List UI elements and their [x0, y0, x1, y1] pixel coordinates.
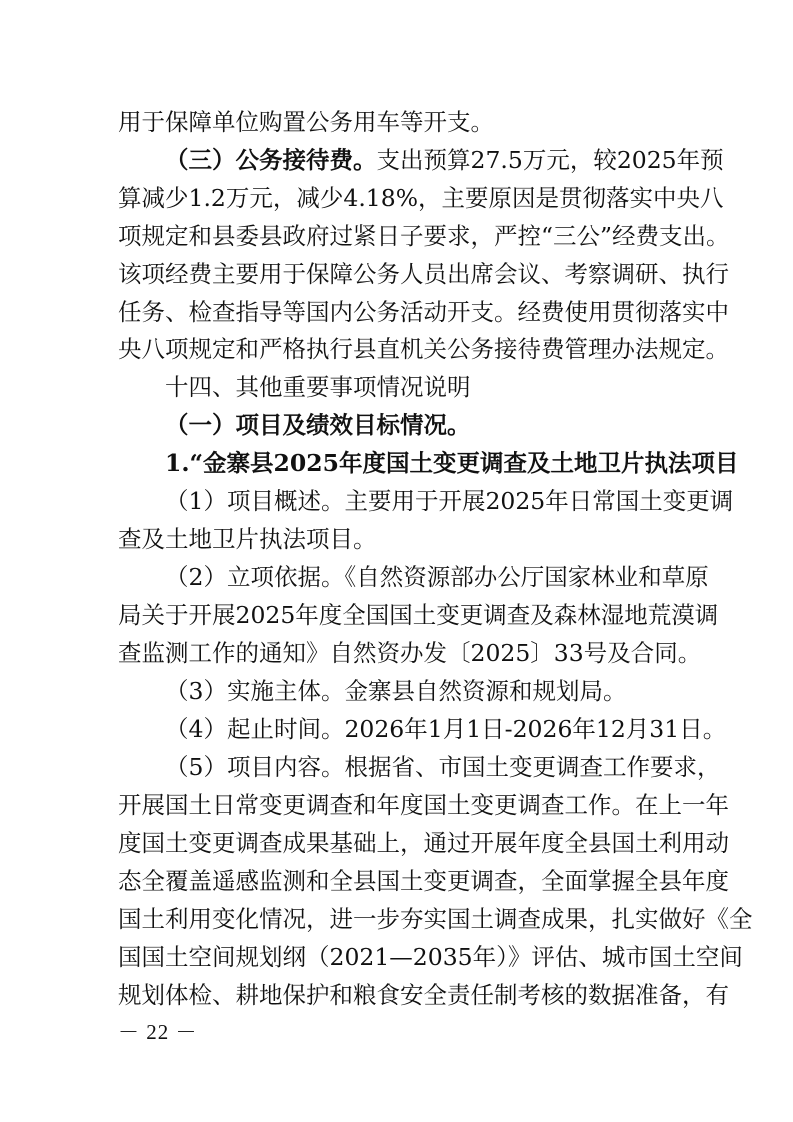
section-heading: 十四、其他重要事项情况说明: [165, 373, 471, 401]
text-line: （5）项目内容。根据省、市国土变更调查工作要求，: [165, 753, 721, 781]
item-heading: 1.“金寨县2025年度国土变更调查及土地卫片执法项目: [165, 449, 739, 477]
text-line: 度国土变更调查成果基础上，通过开展年度全县国土利用动: [118, 829, 729, 857]
subsection-heading: （一）项目及绩效目标情况。: [165, 411, 471, 439]
section-heading-inline: （三）公务接待费。: [165, 146, 377, 174]
text-line: 算减少1.2万元，减少4.18%，主要原因是贯彻落实中央八: [118, 184, 724, 212]
text-line: （2）立项依据。《自然资源部办公厅国家林业和草原: [165, 563, 709, 591]
text-line: 央八项规定和严格执行县直机关公务接待费管理办法规定。: [118, 335, 729, 363]
text-line: 局关于开展2025年度全国国土变更调查及森林湿地荒漠调: [118, 601, 719, 629]
text-line: （1）项目概述。主要用于开展2025年日常国土变更调: [165, 487, 734, 515]
text-line: 态全覆盖遥感监测和全县国土变更调查，全面掌握全县年度: [118, 867, 729, 895]
text-line: （3）实施主体。金寨县自然资源和规划局。: [165, 677, 627, 705]
text-line: 规划体检、耕地保护和粮食安全责任制考核的数据准备，有: [118, 981, 729, 1009]
text-line: [165, 142, 724, 178]
text-line: 国国土空间规划纲（2021—2035年）》评估、城市国土空间: [118, 943, 743, 971]
text-line: 该项经费主要用于保障公务人员出席会议、考察调研、执行: [118, 260, 729, 288]
text-line: 项规定和县委县政府过紧日子要求，严控“三公”经费支出。: [118, 222, 730, 250]
text-line: 用于保障单位购置公务用车等开支。: [118, 108, 494, 136]
text-line: 开展国土日常变更调查和年度国土变更调查工作。在上一年: [118, 791, 729, 819]
text-span: 支出预算27.5万元，较2025年预: [376, 146, 724, 174]
text-line: 任务、检查指导等国内公务活动开支。经费使用贯彻落实中: [118, 298, 729, 326]
text-line: （4）起止时间。2026年1月1日-2026年12月31日。: [165, 715, 727, 743]
text-line: 国土利用变化情况，进一步夯实国土调查成果，扎实做好《全: [118, 905, 753, 933]
text-line: 查及土地卫片执法项目。: [118, 525, 377, 553]
page-number: － 22 －: [118, 1020, 198, 1044]
text-line: 查监测工作的通知》自然资办发〔2025〕33号及合同。: [118, 639, 702, 667]
